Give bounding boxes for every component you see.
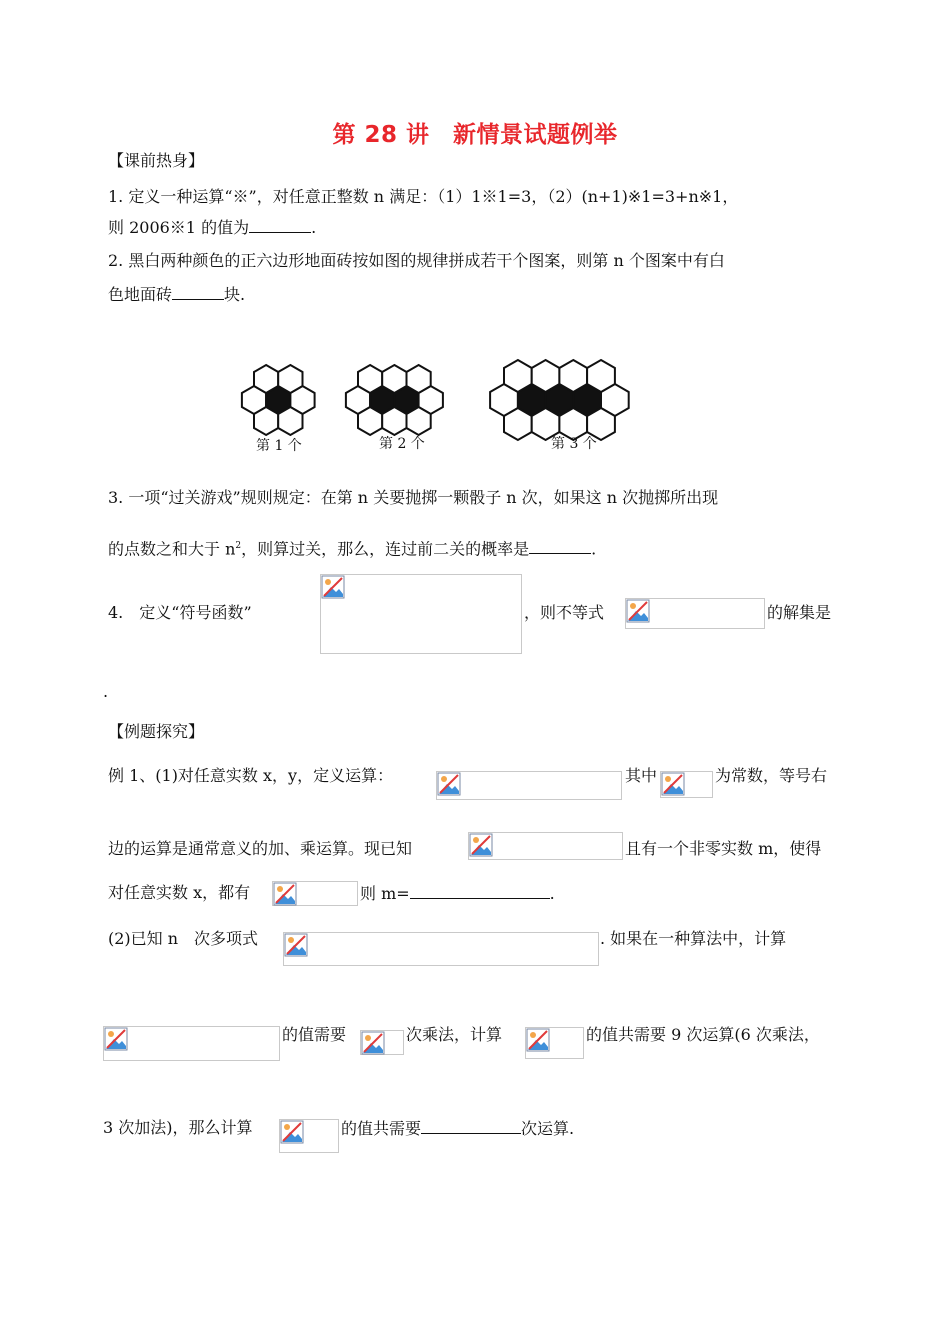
white-hex-tile [559, 360, 587, 392]
broken-image-icon [437, 772, 461, 796]
ex2-line2-text: 的值需要 [282, 1025, 347, 1044]
broken-image-icon [273, 882, 297, 906]
section-warmup-heading: 【课前热身】 [108, 151, 205, 170]
white-hex-tile [358, 365, 382, 393]
answer-blank [172, 283, 224, 300]
answer-blank [421, 1117, 521, 1134]
white-hex-tile [254, 365, 278, 393]
known-condition-image [468, 832, 623, 860]
q2-unit: 块. [224, 285, 246, 304]
ex1-line1-end: 为常数，等号右 [715, 766, 828, 785]
ex1-line1-text: 例 1、(1)对任意实数 x，y，定义运算： [108, 766, 394, 785]
q4-text: ，则不等式 [524, 603, 605, 622]
broken-image-icon [361, 1031, 385, 1055]
ex2-text-c: 次运算. [521, 1119, 575, 1138]
white-hex-tile [407, 407, 431, 435]
ex2-line1-end: . 如果在一种算法中，计算 [600, 929, 787, 948]
ex1-line1-mid: 其中 [625, 766, 658, 785]
broken-image-icon [661, 772, 685, 796]
white-hex-tile [504, 408, 532, 440]
sign-function-formula-image [320, 574, 522, 654]
ex1-line3-text: 对任意实数 x，都有 [108, 883, 251, 902]
ex2-line2-end: 的值共需要 9 次运算(6 次乘法， [586, 1025, 820, 1044]
example-value-image [525, 1027, 584, 1059]
ex1-line3-answer [360, 882, 555, 905]
white-hex-tile [407, 365, 431, 393]
q2-line1: 2. 黑白两种颜色的正六边形地面砖按如图的规律拼成若干个图案，则第 n 个图案中有白 [108, 251, 725, 270]
broken-image-icon [104, 1027, 128, 1051]
white-hex-tile [358, 407, 382, 435]
figure-label-1: 第 1 个 [256, 438, 302, 454]
white-hex-tile [254, 407, 278, 435]
q3-line2 [108, 535, 596, 560]
white-hex-tile [278, 365, 302, 393]
q1-text: 则 2006※1 的值为 [108, 218, 250, 237]
ex1-line2-end: 且有一个非零实数 m，使得 [625, 839, 822, 858]
broken-image-icon [626, 599, 650, 623]
q4-text-end: 的解集是 [767, 603, 832, 622]
ex2-line3-answer [341, 1117, 574, 1140]
constants-image [660, 771, 713, 798]
broken-image-icon [321, 575, 345, 599]
broken-image-icon [469, 833, 493, 857]
white-hex-tile [382, 365, 406, 393]
ex2-line2-mid: 次乘法，计算 [406, 1025, 503, 1044]
answer-blank [529, 537, 591, 554]
q3-text-a: 的点数之和大于 n [108, 539, 236, 559]
white-hex-tile [532, 360, 560, 392]
q3-period: . [591, 539, 597, 559]
multiplication-count-image [360, 1030, 404, 1055]
white-hex-tile [504, 360, 532, 392]
white-hex-tile [382, 407, 406, 435]
identity-condition-image [272, 881, 358, 906]
broken-image-icon [284, 933, 308, 957]
q1-line1: 1. 定义一种运算“※”，对任意正整数 n 满足：（1）1※1=3，（2）(n+1)※1=3+n※1， [108, 187, 739, 206]
answer-blank [249, 216, 311, 233]
q1-period: . [311, 218, 317, 237]
white-hex-tile [278, 407, 302, 435]
ex1-period: . [549, 884, 555, 903]
polynomial-value-image [103, 1026, 280, 1061]
q3-exponent: 2 [235, 541, 242, 551]
q2-text: 色地面砖 [108, 285, 173, 304]
q3-line1: 3. 一项“过关游戏”规则规定：在第 n 关要抛掷一颗骰子 n 次，如果这 n 次抛掷所出现 [108, 488, 719, 507]
page-title: 第 28 讲 新情景试题例举 [332, 122, 618, 148]
ex1-line2-text: 边的运算是通常意义的加、乘运算。现已知 [108, 839, 413, 858]
white-hex-tile [587, 360, 615, 392]
broken-image-icon [526, 1028, 550, 1052]
broken-image-icon [280, 1120, 304, 1144]
q3-text-b: ，则算过关，那么，连过前二关的概率是 [241, 539, 530, 559]
figure-label-3: 第 3 个 [551, 436, 597, 452]
q4-period: . [103, 682, 109, 701]
ex2-line1-text: (2)已知 n 次多项式 [108, 929, 259, 948]
inequality-formula-image [625, 598, 765, 629]
ex2-text-b: 的值共需要 [341, 1119, 422, 1138]
q1-line2 [108, 216, 316, 239]
q4-label: 4. 定义“符号函数” [108, 603, 252, 622]
ex1-m-label: 则 m= [360, 884, 410, 903]
answer-blank [410, 882, 550, 899]
ex2-line3-text: 3 次加法)，那么计算 [103, 1118, 253, 1137]
figure-label-2: 第 2 个 [379, 436, 425, 452]
operation-definition-image [436, 771, 622, 800]
polynomial-image [283, 932, 599, 966]
q2-line2 [108, 283, 245, 306]
section-examples-heading: 【例题探究】 [108, 722, 205, 741]
target-value-image [279, 1119, 339, 1153]
